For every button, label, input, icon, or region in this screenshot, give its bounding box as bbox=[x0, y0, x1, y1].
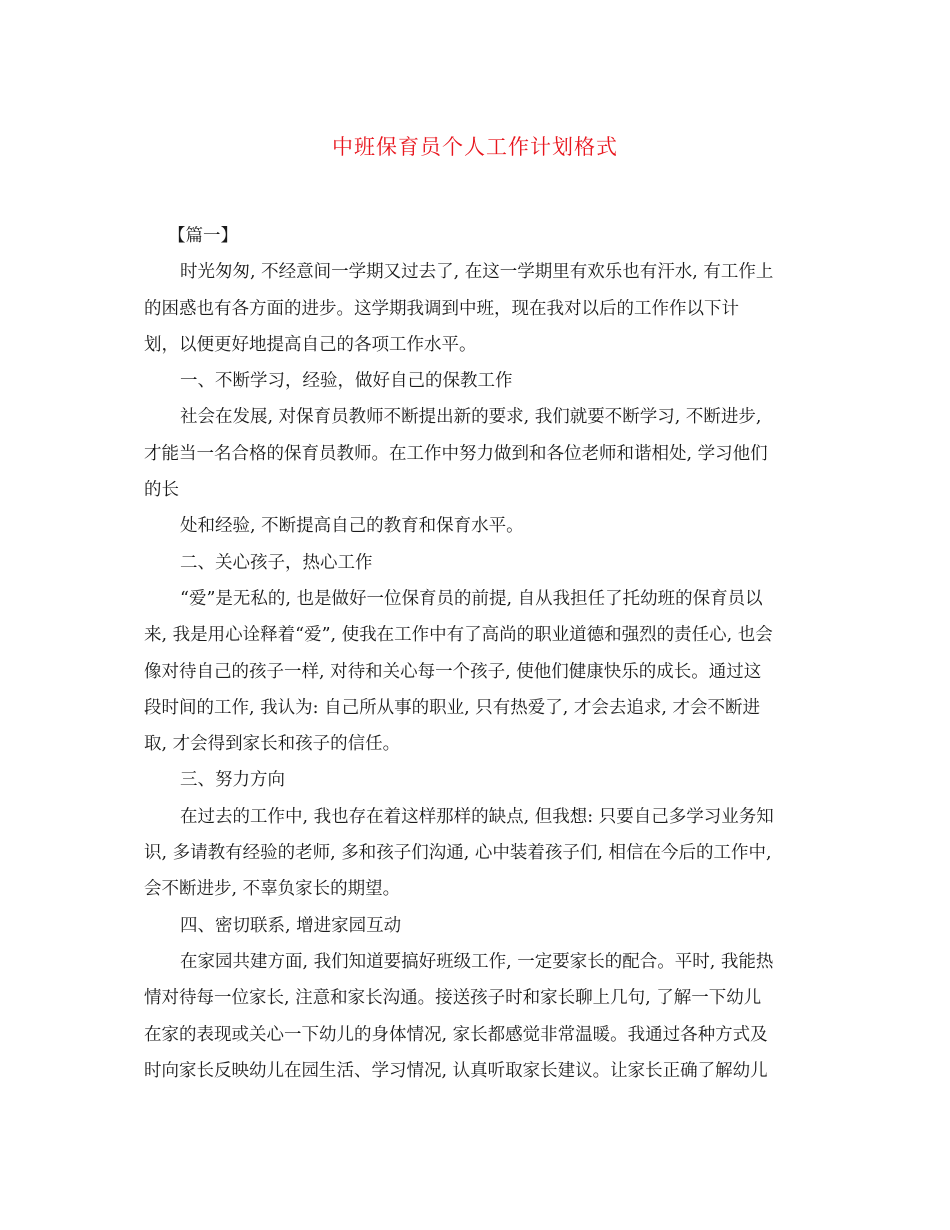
subheading: 三、努力方向 bbox=[180, 770, 285, 791]
document-body bbox=[144, 218, 810, 1089]
paragraph-line: 的长 bbox=[144, 480, 179, 501]
paragraph-line: 情对待每一位家长, 注意和家长沟通。接送孩子时和家长聊上几句, 了解一下幼儿 bbox=[144, 988, 762, 1009]
paragraph-line: 来, 我是用心诠释着“爱”, 使我在工作中有了高尚的职业道德和强烈的责任心, 也会 bbox=[144, 625, 773, 646]
paragraph-line: 会不断进步, 不辜负家长的期望。 bbox=[144, 879, 401, 900]
paragraph-line: 处和经验, 不断提高自己的教育和保育水平。 bbox=[180, 516, 524, 537]
subheading: 二、关心孩子，热心工作 bbox=[180, 552, 373, 573]
paragraph-line: 在家园共建方面, 我们知道要搞好班级工作, 一定要家长的配合。平时, 我能热 bbox=[180, 951, 774, 972]
paragraph-line: 在过去的工作中, 我也存在着这样那样的缺点, 但我想: 只要自己多学习业务知 bbox=[180, 806, 774, 827]
paragraph-line: 识, 多请教有经验的老师, 多和孩子们沟通, 心中装着孩子们, 相信在今后的工作中, bbox=[144, 843, 772, 864]
subheading: 四、密切联系, 增进家园互动 bbox=[180, 915, 402, 936]
paragraph-line: 时向家长反映幼儿在园生活、学习情况, 认真听取家长建议。让家长正确了解幼儿 bbox=[144, 1060, 768, 1081]
paragraph-line: 的困惑也有各方面的进步。这学期我调到中班，现在我对以后的工作作以下计 bbox=[144, 298, 739, 319]
paragraph-line: 划，以便更好地提高自己的各项工作水平。 bbox=[144, 334, 477, 355]
paragraph-line: 取, 才会得到家长和孩子的信任。 bbox=[144, 734, 401, 755]
document-title: 中班保育员个人工作计划格式 bbox=[332, 135, 618, 159]
subheading: 一、不断学习，经验，做好自己的保教工作 bbox=[180, 371, 513, 392]
section-heading: 【篇一】 bbox=[168, 226, 238, 246]
paragraph-line: 段时间的工作, 我认为: 自己所从事的职业, 只有热爱了, 才会去追求, 才会不断进 bbox=[144, 697, 760, 718]
paragraph-line: 时光匆匆, 不经意间一学期又过去了, 在这一学期里有欢乐也有汗水, 有工作上 bbox=[180, 262, 774, 283]
paragraph-line: 在家的表现或关心一下幼儿的身体情况, 家长都感觉非常温暖。我通过各种方式及 bbox=[144, 1024, 768, 1045]
paragraph-line: 社会在发展, 对保育员教师不断提出新的要求, 我们就要不断学习, 不断进步, bbox=[180, 407, 762, 428]
paragraph-line: 像对待自己的孩子一样, 对待和关心每一个孩子, 使他们健康快乐的成长。通过这 bbox=[144, 661, 762, 682]
paragraph-line: “爱”是无私的, 也是做好一位保育员的前提, 自从我担任了托幼班的保育员以 bbox=[180, 588, 763, 609]
paragraph-line: 才能当一名合格的保育员教师。在工作中努力做到和各位老师和谐相处, 学习他们 bbox=[144, 443, 768, 464]
